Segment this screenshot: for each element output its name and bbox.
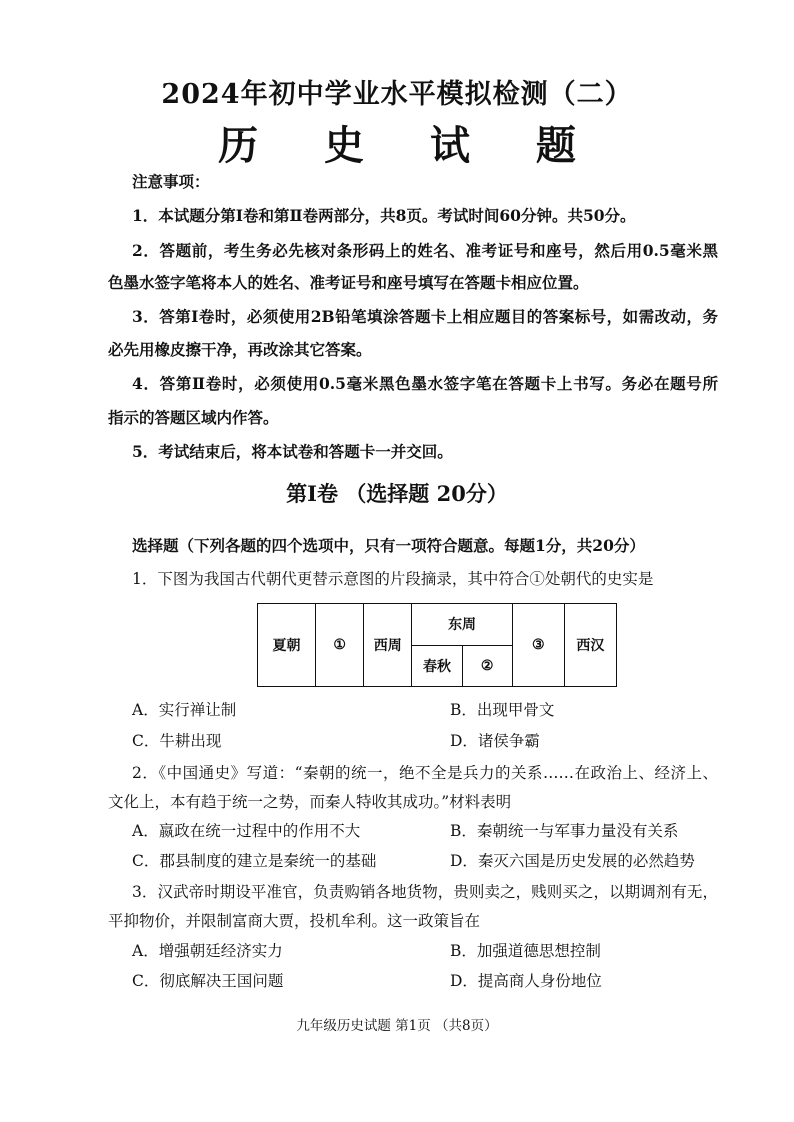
page-footer: 九年级历史试题 第1页 （共8页） (296, 1018, 498, 1034)
q3-stem-b: 平抑物价，并限制富商大贾，投机牟利。这一政策旨在 (108, 912, 481, 930)
subject-title: 历 史 试 题 (218, 122, 602, 169)
cell-blank-2: ② (462, 645, 512, 687)
cell-blank-3: ③ (512, 604, 564, 687)
q1-option-d: D．诸侯争霸 (450, 732, 540, 750)
cell-western-han: 西汉 (564, 604, 616, 687)
notice-item-3b: 必先用橡皮擦干净，再改涂其它答案。 (108, 340, 372, 359)
notice-heading: 注意事项： (132, 172, 210, 191)
cell-western-zhou: 西周 (364, 604, 412, 687)
section-title: 第Ⅰ卷 （选择题 20分） (286, 481, 508, 506)
q1-option-c: C．牛耕出现 (132, 732, 222, 750)
q2-option-a: A．嬴政在统一过程中的作用不大 (132, 822, 361, 840)
exam-title: 2024年初中学业水平模拟检测（二） (161, 79, 633, 110)
q2-stem-b: 文化上，本有趋于统一之势，而秦人特收其成功。”材料表明 (108, 793, 512, 811)
notice-item-2b: 色墨水签字笔将本人的姓名、准考证号和座号填写在答题卡相应位置。 (108, 273, 589, 292)
q3-option-c: C．彻底解决王国问题 (132, 972, 284, 990)
q1-option-a: A．实行禅让制 (132, 701, 237, 719)
notice-item-4b: 指示的答题区域内作答。 (108, 408, 279, 427)
q2-stem-a: 2．《中国通史》写道：“秦朝的统一，绝不全是兵力的关系……在政治上、经济上、 (132, 764, 718, 782)
q1-option-b: B．出现甲骨文 (450, 701, 555, 719)
dynasty-table (257, 603, 617, 687)
cell-xia: 夏朝 (258, 604, 316, 687)
q2-option-c: C．郡县制度的建立是秦统一的基础 (132, 852, 377, 870)
cell-blank-1: ① (316, 604, 364, 687)
notice-item-3a: 3．答第Ⅰ卷时，必须使用2B铅笔填涂答题卡上相应题目的答案标号，如需改动，务 (132, 307, 718, 326)
notice-item-4a: 4．答第Ⅱ卷时，必须使用0.5毫米黑色墨水签字笔在答题卡上书写。务必在题号所 (132, 374, 718, 393)
cell-eastern-zhou: 东周 (412, 604, 512, 646)
q3-option-d: D．提高商人身份地位 (450, 972, 602, 990)
section-instruction: 选择题（下列各题的四个选项中，只有一项符合题意。每题1分，共20分） (132, 536, 645, 555)
q3-option-b: B．加强道德思想控制 (450, 942, 601, 960)
notice-item-2a: 2．答题前，考生务必先核对条形码上的姓名、准考证号和座号，然后用0.5毫米黑 (132, 241, 718, 260)
q2-option-d: D．秦灭六国是历史发展的必然趋势 (450, 852, 695, 870)
q2-option-b: B．秦朝统一与军事力量没有关系 (450, 822, 679, 840)
cell-spring-autumn: 春秋 (412, 645, 462, 687)
notice-item-5: 5．考试结束后，将本试卷和答题卡一并交回。 (132, 442, 453, 461)
q1-stem: 1．下图为我国古代朝代更替示意图的片段摘录，其中符合①处朝代的史实是 (132, 570, 654, 588)
notice-item-1: 1．本试题分第Ⅰ卷和第Ⅱ卷两部分，共8页。考试时间60分钟。共50分。 (132, 206, 636, 225)
q3-option-a: A．增强朝廷经济实力 (132, 942, 283, 960)
q3-stem-a: 3．汉武帝时期设平准官，负责购销各地货物，贵则卖之，贱则买之，以期调剂有无， (132, 883, 718, 901)
